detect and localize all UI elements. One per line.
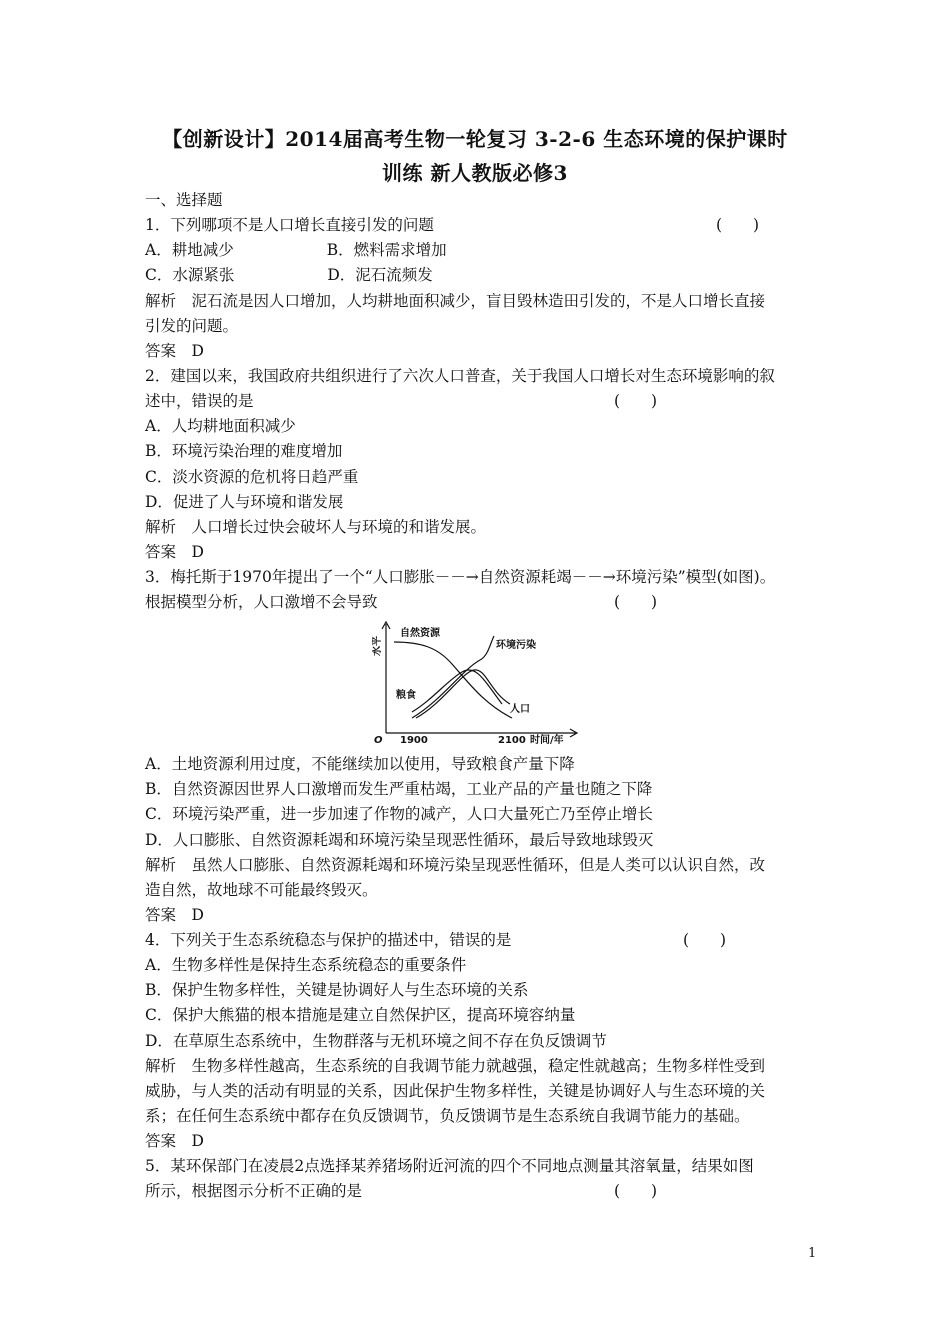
meadows-model-chart bbox=[372, 620, 582, 750]
q4-option-b: B．保护生物多样性，关键是协调好人与生态环境的关系 bbox=[145, 981, 529, 999]
q1-options-ab: A．耕地减少 B．燃料需求增加 bbox=[145, 241, 447, 259]
q3-option-b: B．自然资源因世界人口激增而发生严重枯竭，工业产品的产量也随之下降 bbox=[145, 780, 653, 798]
q3-option-a: A．土地资源利用过度，不能继续加以使用，导致粮食产量下降 bbox=[145, 755, 575, 773]
q5-answer-blank: ( ) bbox=[614, 1182, 658, 1200]
doc-title-line2: 训练 新人教版必修3 bbox=[382, 161, 568, 185]
q3-analysis-line1: 解析 虽然人口膨胀、自然资源耗竭和环境污染呈现恶性循环，但是人类可以认识自然，改 bbox=[145, 856, 766, 874]
doc-title-line1: 【创新设计】2014届高考生物一轮复习 3-2-6 生态环境的保护课时 bbox=[162, 127, 788, 151]
q1-analysis-line1: 解析 泥石流是因人口增加，人均耕地面积减少，盲目毁林造田引发的，不是人口增长直接 bbox=[145, 292, 766, 310]
series-label-food: 粮食 bbox=[396, 690, 416, 701]
q4-analysis-line3: 系；在任何生态系统中都存在负反馈调节，负反馈调节是生态系统自我调节能力的基础。 bbox=[145, 1107, 750, 1125]
q3-stem-line1: 3．梅托斯于1970年提出了一个“人口膨胀－－→自然资源耗竭－－→环境污染”模型(如图)。 bbox=[145, 568, 776, 586]
q2-option-b: B．环境污染治理的难度增加 bbox=[145, 442, 343, 460]
q4-stem: 4．下列关于生态系统稳态与保护的描述中，错误的是 bbox=[145, 931, 512, 949]
q3-answer-blank: ( ) bbox=[614, 593, 658, 611]
q2-answer-blank: ( ) bbox=[614, 392, 658, 410]
section-heading: 一、选择题 bbox=[145, 191, 223, 209]
q3-analysis-line2: 造自然，故地球不可能最终毁灭。 bbox=[145, 881, 378, 899]
page-number: 1 bbox=[808, 1246, 817, 1261]
q2-analysis: 解析 人口增长过快会破坏人与环境的和谐发展。 bbox=[145, 518, 487, 536]
series-curve-food bbox=[412, 670, 502, 712]
q4-option-c: C．保护大熊猫的根本措施是建立自然保护区，提高环境容纳量 bbox=[145, 1006, 576, 1024]
q5-stem-line2: 所示，根据图示分析不正确的是 bbox=[145, 1182, 363, 1200]
series-curve-population bbox=[416, 670, 510, 718]
xlabel: 时间/年 bbox=[530, 735, 564, 746]
x-tick-2100: 2100 bbox=[498, 735, 526, 746]
q4-answer: 答案 D bbox=[145, 1132, 204, 1150]
series-label-population: 人口 bbox=[510, 704, 530, 715]
q2-stem-line1: 2．建国以来，我国政府共组织进行了六次人口普查，关于我国人口增长对生态环境影响的叙 bbox=[145, 367, 775, 385]
q1-analysis-line2: 引发的问题。 bbox=[145, 317, 239, 335]
origin-label: O bbox=[374, 735, 383, 746]
q4-analysis-line2: 威胁，与人类的活动有明显的关系，因此保护生物多样性，关键是协调好人与生态环境的关 bbox=[145, 1082, 766, 1100]
q1-options-cd: C．水源紧张 D．泥石流频发 bbox=[145, 266, 433, 284]
q2-option-a: A．人均耕地面积减少 bbox=[145, 417, 296, 435]
q5-stem-line1: 5．某环保部门在凌晨2点选择某养猪场附近河流的四个不同地点测量其溶氧量，结果如图 bbox=[145, 1157, 754, 1175]
q1-answer-blank: ( ) bbox=[716, 216, 760, 234]
x-tick-1900: 1900 bbox=[400, 735, 428, 746]
series-label-resources: 自然资源 bbox=[400, 628, 440, 639]
q2-stem-line2: 述中，错误的是 bbox=[145, 392, 254, 410]
q4-option-a: A．生物多样性是保持生态系统稳态的重要条件 bbox=[145, 956, 467, 974]
series-label-pollution: 环境污染 bbox=[496, 640, 536, 651]
q2-answer: 答案 D bbox=[145, 543, 204, 561]
series-curve-resources bbox=[394, 642, 512, 718]
q4-option-d: D．在草原生态系统中，生物群落与无机环境之间不存在负反馈调节 bbox=[145, 1032, 607, 1050]
q3-answer: 答案 D bbox=[145, 906, 204, 924]
ylabel: 水平 bbox=[372, 636, 383, 656]
q4-analysis-line1: 解析 生物多样性越高，生态系统的自我调节能力就越强，稳定性就越高；生物多样性受到 bbox=[145, 1057, 766, 1075]
q3-stem-line2: 根据模型分析，人口激增不会导致 bbox=[145, 593, 378, 611]
q3-option-c: C．环境污染严重，进一步加速了作物的减产，人口大量死亡乃至停止增长 bbox=[145, 805, 653, 823]
q2-option-c: C．淡水资源的危机将日趋严重 bbox=[145, 468, 359, 486]
q1-stem: 1．下列哪项不是人口增长直接引发的问题 bbox=[145, 216, 434, 234]
q2-option-d: D．促进了人与环境和谐发展 bbox=[145, 493, 344, 511]
q3-option-d: D．人口膨胀、自然资源耗竭和环境污染呈现恶性循环，最后导致地球毁灭 bbox=[145, 831, 654, 849]
q4-answer-blank: ( ) bbox=[683, 931, 727, 949]
q1-answer: 答案 D bbox=[145, 342, 204, 360]
